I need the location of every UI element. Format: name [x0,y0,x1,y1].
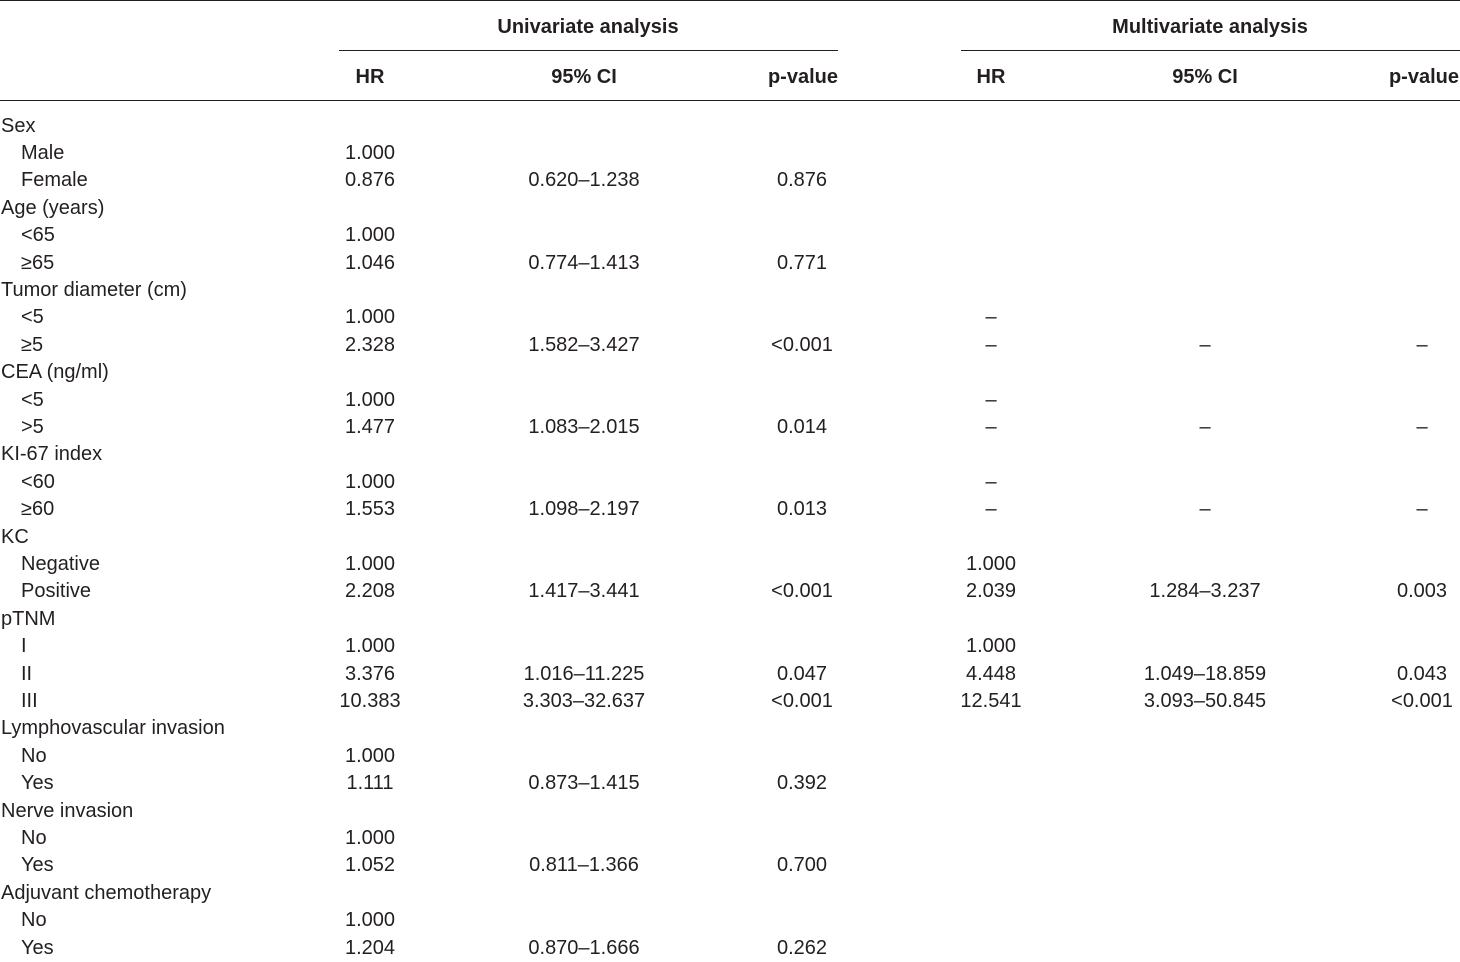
row-label: KI-67 index [1,443,103,466]
table-row [0,907,1460,934]
row-label: Sex [1,114,36,137]
uni-hr-cell: 0.876 [344,169,396,192]
multi-ci-cell: – [1199,415,1211,438]
top-rule [0,0,1460,1]
uni-hr-cell: 1.046 [344,251,396,274]
row-label: CEA (ng/ml) [1,361,109,384]
row-sublabel: ≥65 [21,251,55,274]
uni-p-cell: 0.392 [776,772,828,795]
uni-p-cell: 0.771 [776,251,828,274]
table-row [0,496,1460,523]
table-group-row [0,277,1460,304]
uni-hr-cell: 1.111 [346,772,394,795]
row-sublabel: No [21,826,47,849]
table-row [0,743,1460,770]
header-bottom-rule [0,100,1460,101]
row-sublabel: Yes [21,772,54,795]
multi-hr-cell: – [985,415,997,438]
row-label: Nerve invasion [1,799,134,822]
col-header-uni-ci: 95% CI [551,66,617,88]
uni-ci-cell: 1.083–2.015 [528,415,640,438]
uni-hr-cell: 1.000 [344,909,396,932]
multivariate-rule [961,50,1460,51]
uni-p-cell: 0.876 [776,169,828,192]
uni-hr-cell: 1.000 [344,306,396,329]
table-group-row [0,880,1460,907]
table-row [0,852,1460,879]
multi-ci-cell: – [1199,333,1211,356]
col-header-multi-ci: 95% CI [1172,66,1238,88]
uni-ci-cell: 3.303–32.637 [522,689,646,712]
uni-ci-cell: 1.098–2.197 [528,498,640,521]
uni-p-cell: 0.700 [776,854,828,877]
row-sublabel: Yes [21,854,54,877]
uni-hr-cell: 1.553 [344,498,396,521]
uni-hr-cell: 1.052 [344,854,396,877]
uni-ci-cell: 1.417–3.441 [528,580,640,603]
row-sublabel: III [21,689,38,712]
col-header-multi-hr: HR [976,66,1006,88]
multi-ci-cell: 1.049–18.859 [1143,662,1267,685]
uni-hr-cell: 10.383 [339,689,401,712]
row-sublabel: Yes [21,936,54,959]
multi-hr-cell: 1.000 [965,552,1017,575]
table-group-row [0,715,1460,742]
row-sublabel: No [21,909,47,932]
table-group-row [0,359,1460,386]
uni-p-cell: 0.013 [776,498,828,521]
row-sublabel: ≥60 [21,498,55,521]
table-row [0,661,1460,688]
row-label: Adjuvant chemotherapy [1,881,212,904]
uni-hr-cell: 1.477 [344,415,396,438]
multi-hr-cell: 1.000 [965,635,1017,658]
uni-p-cell: <0.001 [771,689,833,712]
row-label: pTNM [1,607,56,630]
multi-p-cell: – [1416,333,1428,356]
row-sublabel: <5 [21,388,44,411]
table-row [0,578,1460,605]
row-sublabel: <65 [21,224,55,247]
table-group-row [0,524,1460,551]
row-label: Lymphovascular invasion [1,717,225,740]
table-group-row [0,195,1460,222]
multi-hr-cell: – [985,306,997,329]
col-header-multi-p: p-value [1388,66,1459,88]
row-sublabel: II [21,662,33,685]
uni-hr-cell: 1.204 [344,936,396,959]
multi-p-cell: 0.043 [1396,662,1448,685]
row-label: Tumor diameter (cm) [1,278,187,301]
table-row [0,469,1460,496]
table-row [0,140,1460,167]
multi-p-cell: 0.003 [1396,580,1448,603]
uni-hr-cell: 1.000 [344,635,396,658]
col-header-uni-hr: HR [355,66,385,88]
table-row [0,633,1460,660]
multi-hr-cell: – [985,470,997,493]
row-sublabel: No [21,744,47,767]
uni-hr-cell: 1.000 [344,470,396,493]
row-label: Age (years) [1,196,105,219]
uni-hr-cell: 3.376 [344,662,396,685]
uni-hr-cell: 1.000 [344,141,396,164]
multi-ci-cell: – [1199,498,1211,521]
table-group-row [0,441,1460,468]
uni-ci-cell: 0.811–1.366 [529,854,639,877]
multi-p-cell: – [1416,498,1428,521]
uni-ci-cell: 0.873–1.415 [528,772,640,795]
multi-hr-cell: – [985,498,997,521]
table-row [0,222,1460,249]
univariate-header: Univariate analysis [497,16,679,38]
row-sublabel: <5 [21,306,44,329]
multi-hr-cell: 4.448 [965,662,1017,685]
row-sublabel: Negative [21,552,100,575]
multi-hr-cell: 2.039 [965,580,1017,603]
row-sublabel: ≥5 [21,333,44,356]
multi-ci-cell: 3.093–50.845 [1143,689,1267,712]
table-row [0,551,1460,578]
uni-p-cell: 0.262 [776,936,828,959]
multivariate-header: Multivariate analysis [1112,16,1308,38]
row-sublabel: Positive [21,580,92,603]
uni-hr-cell: 1.000 [344,552,396,575]
table-row [0,414,1460,441]
uni-ci-cell: 1.582–3.427 [528,333,640,356]
row-sublabel: Female [21,169,88,192]
table-row [0,167,1460,194]
multi-hr-cell: 12.541 [960,689,1022,712]
multi-hr-cell: – [985,333,997,356]
uni-hr-cell: 2.328 [344,333,396,356]
uni-hr-cell: 1.000 [344,224,396,247]
table-row [0,825,1460,852]
table-row [0,770,1460,797]
col-header-uni-p: p-value [767,66,838,88]
multi-p-cell: – [1416,415,1428,438]
table-group-row [0,798,1460,825]
row-sublabel: I [21,635,27,658]
row-sublabel: >5 [21,415,44,438]
multi-hr-cell: – [985,388,997,411]
univariate-rule [339,50,838,51]
uni-p-cell: <0.001 [771,333,833,356]
row-sublabel: <60 [21,470,55,493]
table-row [0,387,1460,414]
table-row [0,332,1460,359]
row-sublabel: Male [21,141,65,164]
uni-ci-cell: 1.016–11.225 [523,662,645,685]
table-row [0,304,1460,331]
uni-p-cell: 0.047 [776,662,828,685]
uni-hr-cell: 1.000 [344,744,396,767]
multi-p-cell: <0.001 [1391,689,1453,712]
table-group-row [0,606,1460,633]
uni-p-cell: 0.014 [776,415,828,438]
uni-hr-cell: 1.000 [344,388,396,411]
table-group-row [0,113,1460,140]
uni-ci-cell: 0.774–1.413 [528,251,640,274]
table-row [0,250,1460,277]
uni-ci-cell: 0.870–1.666 [528,936,640,959]
uni-hr-cell: 2.208 [344,580,396,603]
uni-hr-cell: 1.000 [344,826,396,849]
uni-ci-cell: 0.620–1.238 [528,169,640,192]
multi-ci-cell: 1.284–3.237 [1149,580,1261,603]
row-label: KC [1,525,29,548]
table-row [0,688,1460,715]
uni-p-cell: <0.001 [771,580,833,603]
